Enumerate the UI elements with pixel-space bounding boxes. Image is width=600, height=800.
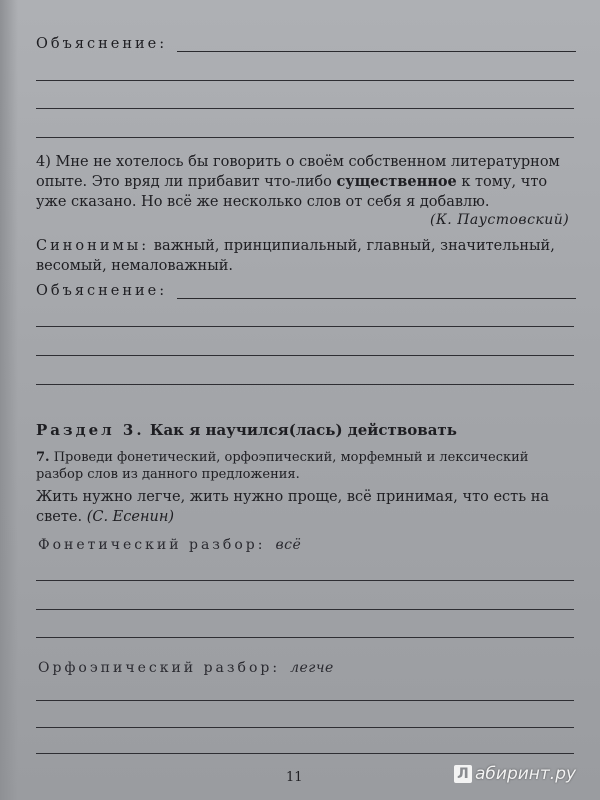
answer-rule [177, 50, 576, 52]
answer-rule [36, 137, 574, 138]
section-heading [36, 421, 457, 439]
answer-rule [36, 355, 574, 356]
item-4-author: (К. Паустовский) [430, 212, 570, 228]
explanation-label: Объяснение: [36, 36, 168, 52]
synonyms-label: Синонимы: [36, 238, 150, 254]
item-4-text-part: 4) Мне не хотелось бы говорить о своём собственном литературном опыте. Это вряд ли прибавит что-либо [36, 154, 560, 190]
section-label: Раздел 3. [36, 421, 145, 439]
answer-rule [36, 727, 574, 728]
explanation-label: Объяснение: [36, 283, 168, 299]
answer-rule [177, 297, 576, 299]
item-4-bold-word: существенное [336, 173, 457, 190]
explanation-line-2 [36, 283, 576, 299]
phonetic-label: Фонетический разбор: [38, 537, 266, 553]
answer-rule [36, 637, 574, 638]
phonetic-parse-label [38, 537, 301, 553]
answer-rule [36, 384, 574, 385]
quote-text: Жить нужно легче, жить нужно проще, всё принимая, что есть на свете. [36, 489, 550, 525]
answer-rule [36, 108, 574, 109]
labirint-watermark-logo [454, 764, 576, 784]
item-4-text-part: к тому, что уже сказано. Но всё же несколько слов от себя я добавлю. [36, 174, 548, 210]
synonyms-list: важный, принципиальный, главный, значительный, весомый, немаловажный. [36, 238, 555, 274]
labirint-logo-icon: Л [454, 765, 472, 783]
quote-author: (С. Есенин) [86, 509, 175, 525]
page-shadow [0, 0, 18, 800]
labirint-logo-text: абиринт.ру [475, 764, 577, 784]
section-title: Как я научился(лась) действовать [149, 421, 457, 439]
explanation-line-1 [36, 36, 576, 52]
orthoepic-word: легче [290, 660, 334, 676]
task-7-quote [36, 487, 576, 527]
answer-rule [36, 609, 574, 610]
task-7-instruction [36, 449, 576, 483]
answer-rule [36, 700, 574, 701]
phonetic-word: всё [275, 537, 302, 553]
task-number: 7. [36, 450, 50, 465]
item-4-text [36, 152, 576, 212]
orthoepic-label: Орфоэпический разбор: [38, 660, 281, 676]
task-text: Проведи фонетический, орфоэпический, морфемный и лексический разбор слов из данного предложения. [36, 450, 529, 482]
answer-rule [36, 753, 574, 754]
page-number: 11 [286, 770, 303, 785]
answer-rule [36, 80, 574, 81]
answer-rule [36, 326, 574, 327]
answer-rule [36, 580, 574, 581]
synonyms-block [36, 236, 576, 276]
orthoepic-parse-label [38, 660, 334, 676]
